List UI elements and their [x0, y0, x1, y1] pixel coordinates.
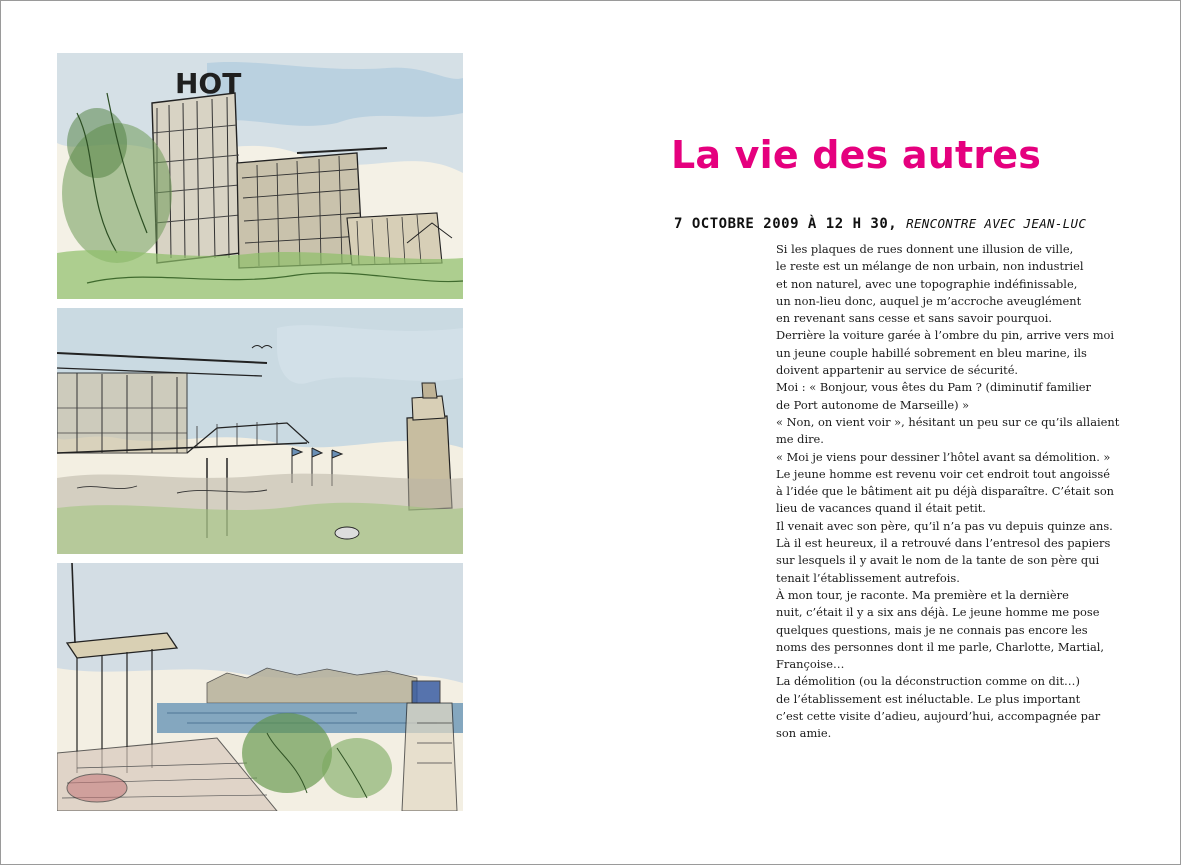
dateline — [674, 216, 1086, 232]
body-line: noms des personnes dont il me parle, Charlotte, Martial, — [776, 639, 1105, 654]
watercolor-terrace-illustration — [57, 308, 463, 554]
body-line: Il venait avec son père, qu’il n’a pas vu depuis quinze ans. — [776, 518, 1113, 533]
watercolor-hotel-illustration — [57, 53, 463, 299]
body-line: tenait l’établissement autrefois. — [776, 570, 960, 585]
body-line: un non-lieu donc, auquel je m’accroche aveuglément — [776, 293, 1082, 308]
article-body — [776, 241, 1120, 743]
body-line: Si les plaques de rues donnent une illusion de ville, — [776, 242, 1074, 256]
body-line: c’est cette visite d’adieu, aujourd’hui, accompagnée par — [776, 709, 1101, 724]
sketch-harbor-view — [57, 563, 463, 811]
body-line: me dire. — [776, 432, 824, 447]
body-line: nuit, c’était il y a six ans déjà. Le jeune homme me pose — [776, 605, 1100, 620]
body-line: lieu de vacances quand il était petit. — [776, 501, 986, 516]
body-line: Derrière la voiture garée à l’ombre du pin, arrive vers moi — [776, 328, 1114, 343]
body-line: de l’établissement est inéluctable. Le plus important — [776, 691, 1081, 706]
body-line: Là il est heureux, il a retrouvé dans l’entresol des papiers — [776, 536, 1111, 551]
body-line: le reste est un mélange de non urbain, non industriel — [776, 259, 1084, 274]
watercolor-harbor-illustration — [57, 563, 463, 811]
sketch-terrace-and-tower — [57, 308, 463, 554]
body-line: de Port autonome de Marseille) » — [776, 397, 970, 412]
meeting-subtitle: RENCONTRE AVEC JEAN-LUC — [906, 216, 1087, 231]
body-line: Le jeune homme est revenu voir cet endroit tout angoissé — [776, 466, 1110, 481]
body-line: en revenant sans cesse et sans savoir pourquoi. — [776, 311, 1053, 326]
body-line: un jeune couple habillé sobrement en bleu marine, ils — [776, 345, 1087, 360]
body-line: quelques questions, mais je ne connais pas encore les — [776, 622, 1088, 637]
date-text: 7 OCTOBRE 2009 À 12 H 30, — [674, 216, 898, 232]
sketch-hotel-building — [57, 53, 463, 299]
body-line: « Non, on vient voir », hésitant un peu sur ce qu’ils allaient — [776, 414, 1120, 429]
body-line: À mon tour, je raconte. Ma première et la dernière — [776, 587, 1069, 602]
body-line: Françoise… — [776, 657, 845, 672]
body-line: et non naturel, avec une topographie indéfinissable, — [776, 276, 1078, 291]
body-line: sur lesquels il y avait le nom de la tante de son père qui — [776, 553, 1100, 568]
body-line: son amie. — [776, 726, 832, 741]
page-title: La vie des autres — [671, 133, 1042, 177]
hotel-sign-text: HOT — [175, 67, 242, 100]
body-line: doivent appartenir au service de sécurité. — [776, 363, 1019, 378]
body-line: à l’idée que le bâtiment ait pu déjà disparaître. C’était son — [776, 484, 1115, 499]
body-line: « Moi je viens pour dessiner l’hôtel avant sa démolition. » — [776, 449, 1111, 464]
body-line: La démolition (ou la déconstruction comme on dit…) — [776, 674, 1080, 689]
body-line: Moi : « Bonjour, vous êtes du Pam ? (diminutif familier — [776, 380, 1091, 395]
